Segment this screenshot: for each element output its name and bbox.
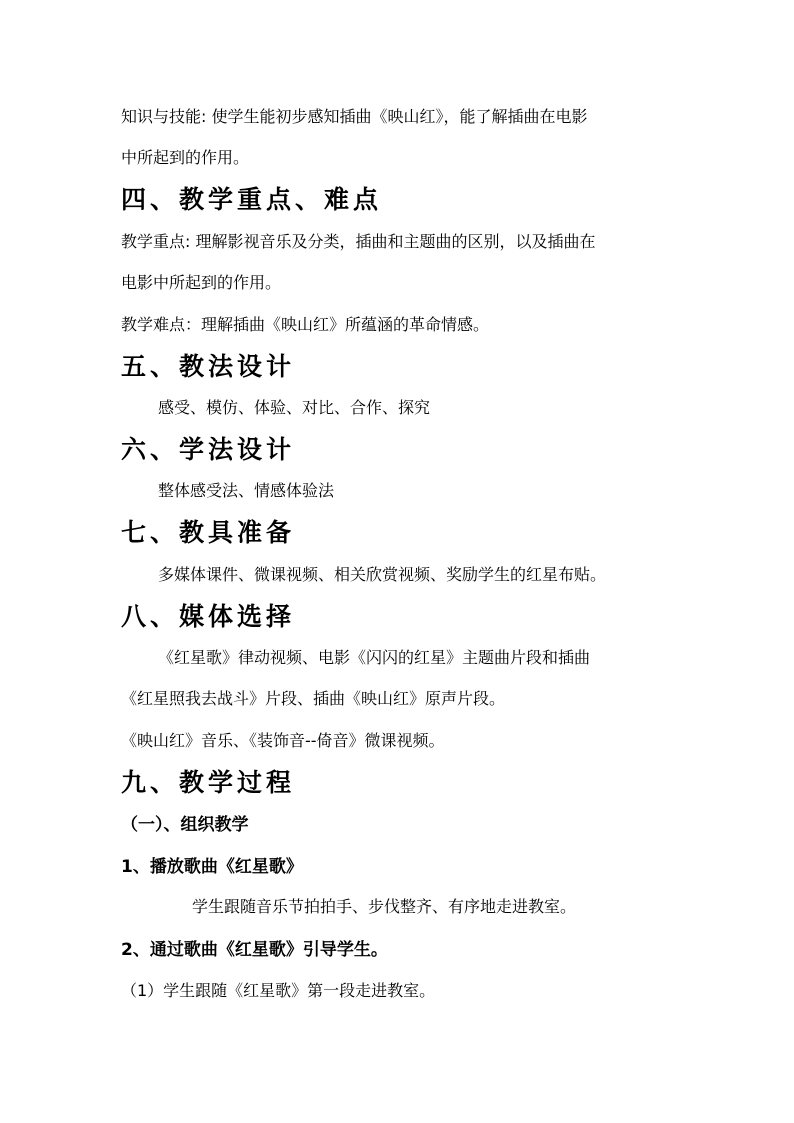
- section-heading-9: 九、教学过程: [121, 768, 296, 797]
- body-text-line: 多媒体课件、微课视频、相关欣赏视频、奖励学生的红星布贴。: [158, 565, 607, 584]
- body-text-line: 教学重点: 理解影视音乐及分类，插曲和主题曲的区别，以及插曲在: [121, 232, 596, 251]
- body-text-line: 中所起到的作用。: [121, 148, 250, 167]
- body-text-line: 感受、模仿、体验、对比、合作、探究: [158, 398, 431, 417]
- body-text-line: （1）学生跟随《红星歌》第一段走进教室。: [121, 981, 436, 1000]
- section-heading-4: 四、教学重点、难点: [121, 185, 383, 214]
- section-heading-7: 七、教具准备: [121, 518, 296, 547]
- body-text-line: 知识与技能: 使学生能初步感知插曲《映山红》，能了解插曲在电影: [121, 107, 588, 126]
- body-text-line: 电影中所起到的作用。: [121, 273, 282, 292]
- body-text-line: 学生跟随音乐节拍拍手、步伐整齐、有序地走进教室。: [192, 897, 577, 916]
- body-text-line: 《红星歌》律动视频、电影《闪闪的红星》主题曲片段和插曲: [158, 648, 591, 667]
- body-text-line: 《映山红》音乐、《装饰音--倚音》微课视频。: [121, 731, 445, 750]
- subsection-item-heading: 1、播放歌曲《红星歌》: [121, 857, 303, 877]
- body-text-line: 整体感受法、情感体验法: [158, 481, 335, 500]
- body-text-line: 《红星照我去战斗》片段、插曲《映山红》原声片段。: [121, 689, 506, 708]
- section-heading-6: 六、学法设计: [121, 435, 296, 464]
- body-text-line: 教学难点：理解插曲《映山红》所蕴涵的革命情感。: [121, 315, 490, 334]
- subsection-heading: （一）、组织教学: [121, 815, 249, 835]
- section-heading-8: 八、媒体选择: [121, 602, 296, 631]
- subsection-item-heading: 2、通过歌曲《红星歌》引导学生。: [121, 940, 388, 960]
- section-heading-5: 五、教法设计: [121, 352, 296, 381]
